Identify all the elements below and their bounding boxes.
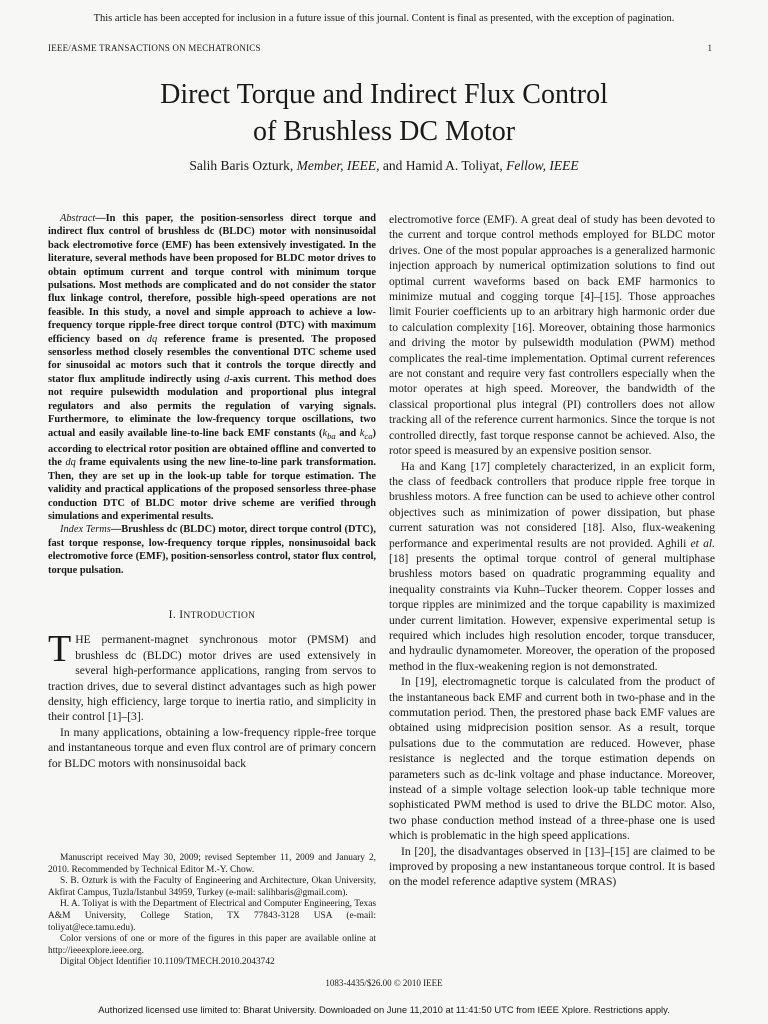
paper-title xyxy=(0,76,768,150)
right-column xyxy=(389,212,715,890)
author-conjunction: and xyxy=(382,158,403,173)
title-line-2: of Brushless DC Motor xyxy=(252,116,516,147)
right-paragraph-2: Ha and Kang [17] completely characterized, in an explicit form, the class of feedback controllers that produce ripple free torque in brushless motors. A free function can be used to achieve other control objectives such as minimization of power dissipation, but phase current saturation was not considered [18]. Also, flux-weakening performance and experimental results are not provided. Aghili et al. [18] presents the optimal torque control of general multiphase brushless motors based on quadratic programming equality and inequality constraints via Kuhn–Tucker theorem. Copper losses and torque ripples are minimized and the torque capability is maximized under current limitation. However, expensive experimental setup is required which includes high resolution encoder, torque transducer, and hydraulic dynamometer. Moreover, the operation of the proposed method in the flux-weakening region is not demonstrated. xyxy=(389,459,715,673)
abstract: Abstract—In this paper, the position-sensorless direct torque and indirect flux control of brushless dc (BLDC) motor with nonsinusoidal back electromotive force (EMF) has been extensively investigated. In the literature, several methods have been proposed for BLDC motor drives to obtain optimum current and torque control with minimum torque pulsations. Most methods are complicated and do not consider the stator flux linkage control, therefore, possible high-speed operations are not feasible. In this study, a novel and simple approach to achieve a low-frequency torque ripple-free direct torque control (DTC) with maximum efficiency based on dq reference frame is presented. The proposed sensorless method closely resembles the conventional DTC scheme used for sinusoidal ac motors such that it controls the torque directly and stator flux amplitude indirectly using d-axis current. This method does not require pulsewidth modulation and proportional plus integral regulators and also permits the regulation of varying signals. Furthermore, to eliminate the low-frequency torque oscillations, two actual and easily available line-to-line back EMF constants ($k_{ba}$ and $k_{ca}$) according to electrical rotor position are obtained offline and converted to the dq frame equivalents using the new line-to-line park transformation. Then, they are set up in the look-up table for torque estimation. The validity and practical applications of the proposed sensorless three-phase conduction DTC of BLDC motor drive scheme are verified through simulations and experimental results. xyxy=(48,213,377,523)
index-terms-label: Index Terms xyxy=(60,524,111,536)
author-2-name: Hamid A. Toliyat, xyxy=(405,158,503,173)
author-2-role: Fellow, IEEE xyxy=(506,158,579,173)
right-paragraph-3: In [19], electromagnetic torque is calculated from the product of the instantaneous back EMF and current both in two-phase and in the commutation period. Then, the prestored phase back EMF values are obtained using midprecision position sensor. As a result, torque pulsations due to the commutation are reduced. However, phase resistance is neglected and the torque estimation depends on parameters such as dc-link voltage and phase inductance. Moreover, instead of a simple voltage selection look-up table technique more sophisticated PWM method is used to drive the BLDC motor. Also, two phase conduction method instead of a three-phase one is used which is problematic in the high speed applications. xyxy=(389,675,715,843)
author-line xyxy=(0,158,768,174)
drop-cap: T xyxy=(48,628,72,671)
footnote-author-2: H. A. Toliyat is with the Department of Electrical and Computer Engineering, Texas A&M University, College Station, TX 77843-3128 USA (e-mail: toliyat@ece.tamu.edu). xyxy=(48,899,376,933)
right-paragraph-4: In [20], the disadvantages observed in [13]–[15] are claimed to be improved by proposing a new instantaneous torque control. It is based on the model reference adaptive system (MRAS) xyxy=(389,844,715,889)
copyright-line: 1083-4435/$26.00 © 2010 IEEE xyxy=(325,978,443,988)
footnote-manuscript: Manuscript received May 30, 2009; revised September 11, 2009 and January 2, 2010. Recommended by Technical Editor M.-Y. Chow. xyxy=(48,853,376,875)
journal-name: IEEE/ASME TRANSACTIONS ON MECHATRONICS xyxy=(48,43,261,53)
title-line-1: Direct Torque and Indirect Flux Control xyxy=(160,79,608,110)
footnote-author-1: S. B. Ozturk is with the Faculty of Engineering and Architecture, Okan University, Akfirat Campus, Tuzla/Istanbul 34959, Turkey (e-mail: salihbaris@gmail.com). xyxy=(48,876,376,898)
footnote-doi: Digital Object Identifier 10.1109/TMECH.2010.2043742 xyxy=(60,957,275,968)
right-paragraph-1: electromotive force (EMF). A great deal of study has been devoted to the current and torque control methods employed for BLDC motor drives. One of the most popular approaches is a generalized harmonic injection approach by numerical optimization solutions to find out optimal current waveforms based on back EMF harmonics to minimize mutual and cogging torque [4]–[15]. Those approaches limit Fourier coefficients up to an arbitrary high harmonic order due to calculation complexity [16]. Moreover, obtaining those harmonics and driving the motor by pulsewidth modulation (PWM) method complicates the real-time implementation. Optimal current references are not constant and require very fast controllers especially when the motor operates at high speed. Moreover, the bandwidth of the classical proportional plus integral (PI) controllers does not allow tracking all of the reference current harmonics. Since the torque is not controlled directly, fast torque response cannot be achieved. Also, the rotor speed is measured by an expensive position sensor. xyxy=(389,213,715,458)
footnotes xyxy=(48,853,376,969)
section-heading-introduction: I. INTRODUCTION xyxy=(168,608,256,622)
license-notice: Authorized licensed use limited to: Bharat University. Downloaded on June 11,2010 at 11:41:50 UTC from IEEE Xplore. Restrictions apply. xyxy=(98,1004,670,1015)
acceptance-notice: This article has been accepted for inclusion in a future issue of this journal. Content is final as presented, with the exception of pagination. xyxy=(93,13,675,24)
footnote-color-versions: Color versions of one or more of the figures in this paper are available online at http://ieeexplore.ieee.org. xyxy=(48,934,376,956)
author-1-name: Salih Baris Ozturk, xyxy=(189,158,294,173)
left-column xyxy=(48,212,376,771)
intro-paragraph-1: THE permanent-magnet synchronous motor (PMSM) and brushless dc (BLDC) motor drives are used extensively in several high-performance applications, ranging from servos to traction drives, due to several distinct advantages such as high power density, high efficiency, large torque to inertia ratio, and simplicity in their control [1]–[3]. xyxy=(48,628,376,724)
intro-paragraph-2: In many applications, obtaining a low-frequency ripple-free torque and instantaneous torque and even flux control are of primary concern for BLDC motors with nonsinusoidal back xyxy=(48,725,376,770)
abstract-label: Abstract xyxy=(60,213,96,224)
author-1-role: Member, IEEE, xyxy=(296,158,380,173)
page-number: 1 xyxy=(707,43,712,53)
index-terms: Index Terms—Brushless dc (BLDC) motor, direct torque control (DTC), fast torque response, low-frequency torque ripples, nonsinusoidal back electromotive force (EMF), position-sensorless control, stator flux control, torque pulsation. xyxy=(48,524,376,576)
